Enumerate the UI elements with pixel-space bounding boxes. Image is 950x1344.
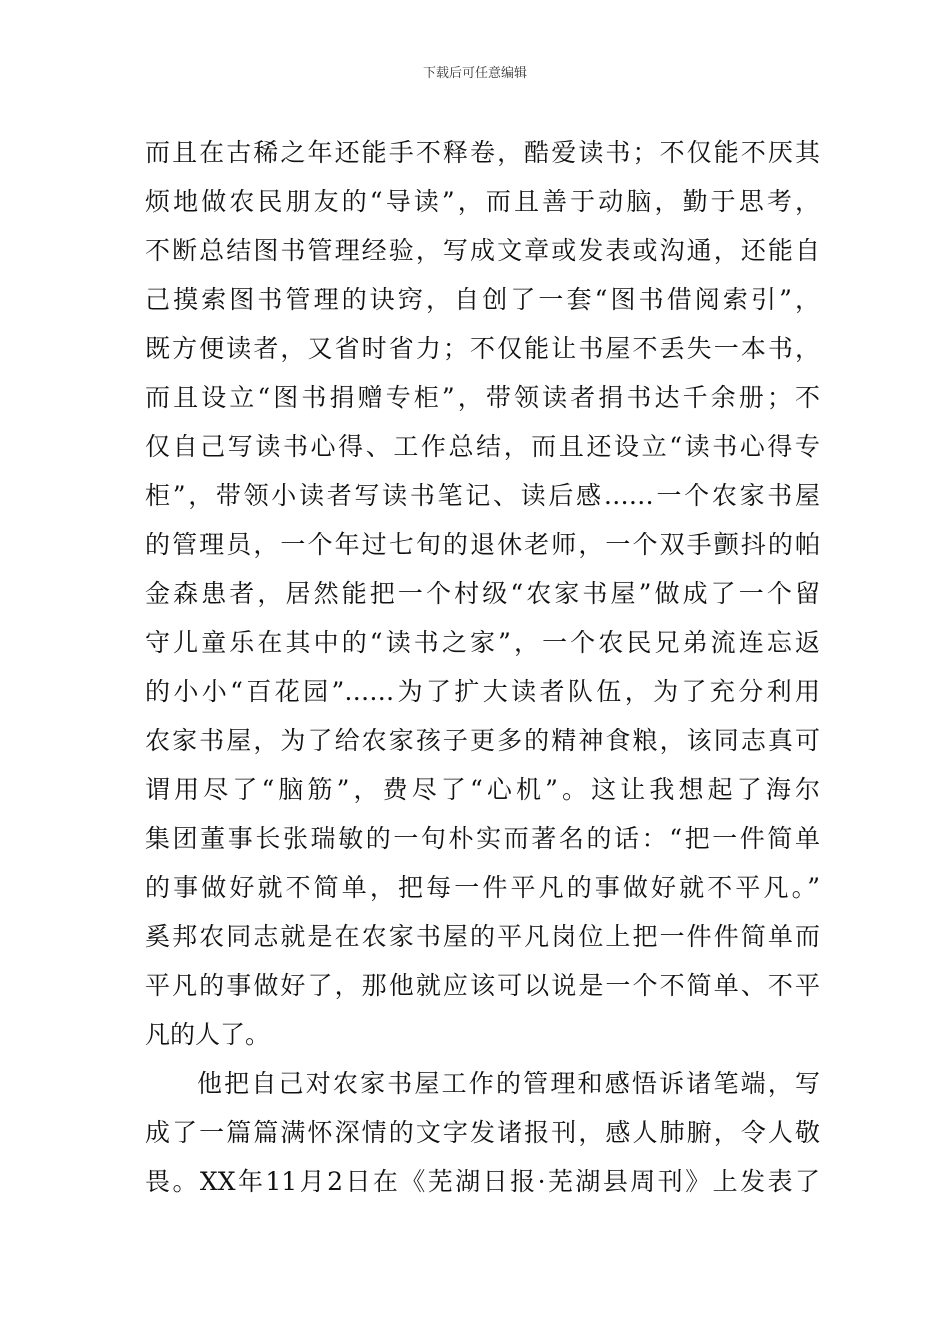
document-body — [145, 128, 820, 1206]
text-line: 成了一篇篇满怀深情的文字发诸报刊，感人肺腑，令人敬 — [145, 1118, 820, 1147]
text-line: 奚邦农同志就是在农家书屋的平凡岗位上把一件件简单而 — [145, 922, 820, 951]
text-line: 的管理员，一个年过七旬的退休老师，一个双手颤抖的帕 — [145, 530, 820, 559]
text-line: 谓用尽了“脑筋”，费尽了“心机”。这让我想起了海尔 — [145, 775, 820, 804]
text-line: 的小小“百花园”……为了扩大读者队伍，为了充分利用 — [145, 677, 820, 706]
text-line: 而且在古稀之年还能手不释卷，酷爱读书；不仅能不厌其 — [145, 138, 820, 167]
paragraph-first-line: 他把自己对农家书屋工作的管理和感悟诉诸笔端，写 — [197, 1069, 820, 1098]
text-line: 守儿童乐在其中的“读书之家”，一个农民兄弟流连忘返 — [145, 628, 820, 657]
paragraph-end-line: 凡的人了。 — [145, 1020, 271, 1049]
text-line: 畏。XX年11月2日在《芜湖日报·芜湖县周刊》上发表了 — [145, 1167, 820, 1196]
text-line: 农家书屋，为了给农家孩子更多的精神食粮，该同志真可 — [145, 726, 820, 755]
text-line: 不断总结图书管理经验，写成文章或发表或沟通，还能自 — [145, 236, 820, 265]
text-line: 的事做好就不简单，把每一件平凡的事做好就不平凡。” — [145, 873, 820, 902]
text-line: 集团董事长张瑞敏的一句朴实而著名的话：“把一件简单 — [145, 824, 820, 853]
text-line: 烦地做农民朋友的“导读”，而且善于动脑，勤于思考， — [145, 187, 820, 216]
text-line: 而且设立“图书捐赠专柜”，带领读者捐书达千余册；不 — [145, 383, 820, 412]
text-line: 既方便读者，又省时省力；不仅能让书屋不丢失一本书， — [145, 334, 820, 363]
text-line: 柜”，带领小读者写读书笔记、读后感……一个农家书屋 — [145, 481, 820, 510]
text-line: 仅自己写读书心得、工作总结，而且还设立“读书心得专 — [145, 432, 820, 461]
page-header: 下载后可任意编辑 — [422, 66, 527, 81]
text-line: 己摸索图书管理的诀窍，自创了一套“图书借阅索引”， — [145, 285, 820, 314]
text-line: 平凡的事做好了，那他就应该可以说是一个不简单、不平 — [145, 971, 820, 1000]
text-line: 金森患者，居然能把一个村级“农家书屋”做成了一个留 — [145, 579, 820, 608]
